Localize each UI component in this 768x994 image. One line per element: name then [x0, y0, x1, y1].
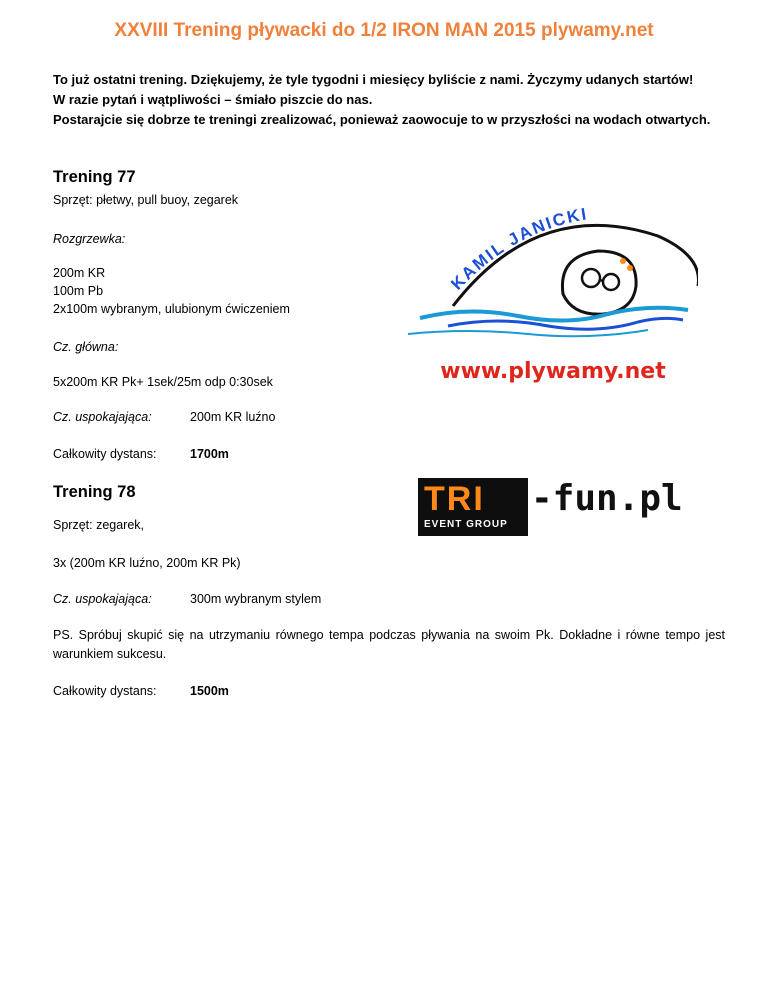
- trifun-logo: [418, 472, 708, 542]
- training-78-ps-note: PS. Spróbuj skupić się na utrzymaniu równego tempa podczas pływania na swoim Pk. Dokładne i równe tempo jest warunkiem sukcesu.: [53, 628, 725, 661]
- trifun-logo-tri: TRI: [424, 480, 485, 518]
- svg-text:KAMIL JANICKI: [447, 206, 589, 294]
- training-77-warmup-item: 2x100m wybranym, ulubionym ćwiczeniem: [53, 302, 290, 316]
- swimmer-logo-graphic: [408, 206, 698, 386]
- training-77-warmup-item: 100m Pb: [53, 284, 104, 298]
- trifun-logo-fun: -fun.pl: [531, 478, 683, 519]
- intro-line-1: To już ostatni trening. Dziękujemy, że tyle tygodni i miesięcy byliście z nami. Życzymy udanych startów!: [53, 72, 694, 87]
- training-78-total-label: Całkowity dystans:: [53, 684, 157, 698]
- trifun-logo-box: [418, 478, 528, 536]
- training-77-cooldown: 200m KR luźno: [190, 410, 276, 424]
- intro-text: [53, 70, 725, 130]
- training-77-cooldown-label: Cz. uspokajająca:: [53, 410, 152, 424]
- logo-url-text: www.plywamy.net: [440, 359, 666, 384]
- training-78-heading: Trening 78: [53, 483, 136, 501]
- training-77-total-label: Całkowity dystans:: [53, 447, 157, 461]
- training-77-heading: Trening 77: [53, 168, 136, 186]
- training-77-warmup-item: 200m KR: [53, 266, 106, 280]
- logo-name-text: KAMIL JANICKI: [447, 206, 590, 294]
- intro-line-3: Postarajcie się dobrze te treningi zrealizować, ponieważ zaowocuje to w przyszłości na wodach otwartych.: [53, 112, 711, 127]
- training-78-cooldown: 300m wybranym stylem: [190, 592, 322, 606]
- trifun-logo-subtitle: EVENT GROUP: [424, 519, 508, 530]
- page-title: XXVIII Trening pływacki do 1/2 IRON MAN 2015 plywamy.net: [114, 20, 654, 41]
- plywamy-logo: [408, 206, 698, 386]
- training-78-total: 1500m: [190, 684, 229, 698]
- training-77-warmup-label: Rozgrzewka:: [53, 232, 126, 246]
- training-77-equipment: Sprzęt: płetwy, pull buoy, zegarek: [53, 193, 239, 207]
- training-77-main-label: Cz. główna:: [53, 340, 119, 354]
- training-78-cooldown-label: Cz. uspokajająca:: [53, 592, 152, 606]
- training-78-main: 3x (200m KR luźno, 200m KR Pk): [53, 556, 241, 570]
- training-77-main: 5x200m KR Pk+ 1sek/25m odp 0:30sek: [53, 375, 273, 389]
- training-77-total: 1700m: [190, 447, 229, 461]
- training-78-equipment: Sprzęt: zegarek,: [53, 518, 145, 532]
- intro-line-2: W razie pytań i wątpliwości – śmiało piszcie do nas.: [53, 92, 373, 107]
